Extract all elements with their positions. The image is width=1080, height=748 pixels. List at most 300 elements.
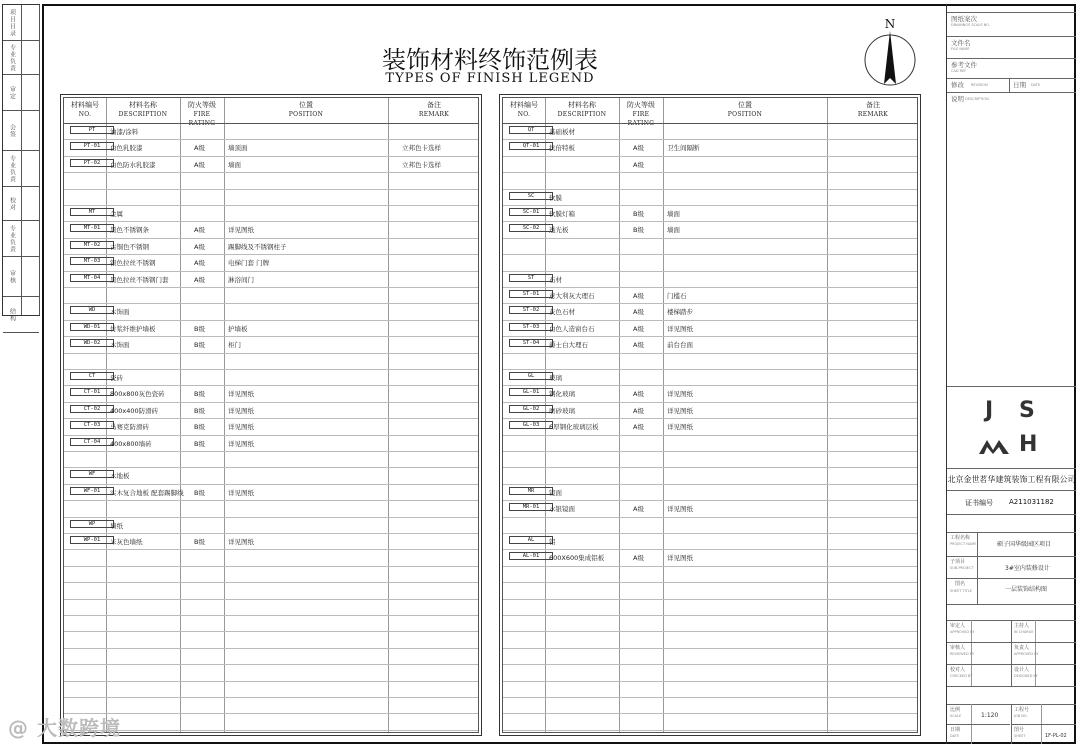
file-name-label-en: FILE NAME xyxy=(951,47,970,51)
position: 墙顶面 xyxy=(228,144,248,153)
position: 详见图纸 xyxy=(667,390,693,399)
material-code: MT xyxy=(70,208,114,216)
sheet-title-label-en: SHEET TITLE xyxy=(950,589,972,593)
table-row xyxy=(503,205,917,221)
date2-label: 日期 xyxy=(950,727,961,733)
header-label: 材料名称 xyxy=(129,101,157,109)
material-code: CT-03 xyxy=(70,421,114,429)
material-code: AL-01 xyxy=(509,552,553,560)
material-name: 石材 xyxy=(549,275,562,284)
project-label-en: PROJECT NAME xyxy=(950,542,977,546)
table-row xyxy=(503,271,917,287)
row-divider xyxy=(503,517,917,518)
fire-rating: B级 xyxy=(194,538,205,546)
binding-label: 审定 xyxy=(8,85,16,100)
position: 护墙板 xyxy=(228,324,248,333)
description-label-en: DESCRIPTION xyxy=(965,97,989,101)
table-row xyxy=(64,205,478,221)
table-row xyxy=(503,369,917,385)
binding-label: 结构 xyxy=(8,307,16,322)
table-row xyxy=(64,369,478,385)
material-code: WD-02 xyxy=(70,339,114,347)
table-row xyxy=(64,238,478,254)
material-name: 6厚钢化玻璃层板 xyxy=(549,423,599,432)
binding-column xyxy=(3,5,22,322)
table-row xyxy=(64,418,478,434)
header-label: 材料名称 xyxy=(568,101,596,109)
row-divider xyxy=(503,566,917,567)
material-code: GL xyxy=(509,372,553,380)
owner-label: 负责人 xyxy=(1014,645,1030,651)
position: 详见图纸 xyxy=(228,406,254,415)
row-divider xyxy=(64,172,478,173)
material-name: 墙纸 xyxy=(110,521,123,530)
material-code: ST xyxy=(509,274,553,282)
material-name: 软膜灯箱 xyxy=(549,210,575,218)
header-label: 位置 xyxy=(738,101,752,109)
header-label-en: REMARK xyxy=(418,111,450,118)
table-row xyxy=(64,221,478,237)
table-row xyxy=(503,549,917,565)
row-divider xyxy=(503,599,917,600)
binding-cell xyxy=(21,111,39,151)
position: 墙面 xyxy=(667,226,680,235)
material-code: ST-03 xyxy=(509,323,553,331)
row-divider xyxy=(503,648,917,649)
subproject-name: 3#室内装修设计 xyxy=(1005,565,1050,572)
binding-cell xyxy=(21,5,39,41)
row-divider xyxy=(64,697,478,698)
designer-label-en: DESIGNED BY xyxy=(1014,674,1038,678)
material-code: PT xyxy=(70,126,114,134)
binding-cell xyxy=(3,297,21,333)
table-row xyxy=(64,254,478,270)
binding-cell xyxy=(3,41,21,75)
material-code: CT-04 xyxy=(70,438,114,446)
table-row xyxy=(503,418,917,434)
row-divider xyxy=(503,172,917,173)
checked-label: 校对人 xyxy=(950,667,966,673)
row-divider xyxy=(64,582,478,583)
header-desc xyxy=(545,101,619,119)
logo-letter: H xyxy=(1019,432,1038,457)
position: 详见图纸 xyxy=(228,226,254,235)
subproject-label-en: SUB-PROJECT xyxy=(950,566,974,570)
binding-cell xyxy=(3,151,21,187)
material-code: MT-01 xyxy=(70,224,114,232)
fire-rating: A级 xyxy=(633,390,644,399)
binding-cell xyxy=(21,75,39,111)
table-row xyxy=(503,500,917,516)
material-code: ST-01 xyxy=(509,290,553,298)
fire-rating: A级 xyxy=(194,160,205,169)
row-divider xyxy=(503,467,917,468)
north-label: N xyxy=(884,17,896,31)
table-row xyxy=(64,484,478,500)
row-divider xyxy=(503,681,917,682)
material-code: ST-04 xyxy=(509,339,553,347)
material-name: 400x800墙砖 xyxy=(110,439,152,448)
material-name: 水银镜面 xyxy=(549,505,575,514)
fire-rating: A级 xyxy=(633,144,644,153)
binding-cell xyxy=(21,257,39,297)
sheet-number: 1F-PL-02 xyxy=(1045,733,1067,739)
row-divider xyxy=(64,713,478,714)
row-divider xyxy=(503,353,917,354)
date-label: 日期 xyxy=(1013,81,1026,89)
material-code: WP-01 xyxy=(70,536,114,544)
material-code: SC xyxy=(509,192,553,200)
sheet-title: 一层装饰结构图 xyxy=(1005,586,1048,593)
material-code: PT-01 xyxy=(70,142,114,150)
header-no xyxy=(64,101,106,119)
fire-rating: A级 xyxy=(633,308,644,317)
material-name: 黑色拉丝不锈钢门套 xyxy=(110,275,169,284)
fire-rating: B级 xyxy=(194,406,205,415)
material-name: 意大利灰大理石 xyxy=(549,292,595,300)
position: 前台台面 xyxy=(667,341,693,350)
material-code: QT xyxy=(509,126,553,134)
header-label-en: FIRE RATING xyxy=(188,111,216,127)
binding-label: 审核 xyxy=(8,269,16,284)
table-row xyxy=(503,484,917,500)
position: 详见图纸 xyxy=(228,488,254,497)
row-divider xyxy=(64,566,478,567)
table-row xyxy=(64,385,478,401)
material-name: 黑色不锈钢条 xyxy=(110,226,149,235)
header-label: 防火等级 xyxy=(188,101,216,109)
material-code: ST-02 xyxy=(509,306,553,314)
position: 详见图纸 xyxy=(667,324,693,333)
material-name: 400x400防滑砖 xyxy=(110,406,159,415)
position: 详见图纸 xyxy=(667,423,693,432)
row-divider xyxy=(503,615,917,616)
fire-rating: A级 xyxy=(633,292,644,300)
material-code: SC-02 xyxy=(509,224,553,232)
sheet-no-label-en: SHEET xyxy=(1014,734,1026,738)
project-name: 硕子国华级园区项目 xyxy=(997,541,1052,548)
table-row xyxy=(64,303,478,319)
row-divider xyxy=(503,254,917,255)
row-divider xyxy=(64,648,478,649)
fire-rating: A级 xyxy=(633,324,644,333)
row-divider xyxy=(64,730,478,731)
material-name: 米灰色墙纸 xyxy=(110,538,143,546)
logo-letter: S xyxy=(1019,398,1035,423)
binding-cell xyxy=(3,221,21,257)
header-label-en: REMARK xyxy=(857,111,889,118)
incharge-label-en: IN CHARGE xyxy=(1014,630,1034,634)
header-desc xyxy=(106,101,180,119)
incharge-label: 主持人 xyxy=(1014,623,1030,629)
binding-cell xyxy=(3,75,21,111)
material-name: 竹浆纤维护墙板 xyxy=(110,324,156,333)
position: 卫生间隔断 xyxy=(667,144,700,153)
material-code: CT-02 xyxy=(70,405,114,413)
row-divider xyxy=(64,189,478,190)
position: 详见图纸 xyxy=(228,439,254,448)
binding-label: 会签 xyxy=(8,123,16,138)
legend-table-body xyxy=(502,97,918,733)
material-name: 木饰面 xyxy=(110,341,130,350)
checked-label-en: CHECKED BY xyxy=(950,674,973,678)
material-code: MT-02 xyxy=(70,241,114,249)
material-code: WD xyxy=(70,306,114,314)
material-name: 白色防水乳胶漆 xyxy=(110,160,156,169)
header-label-en: NO. xyxy=(517,111,531,118)
fire-rating: A级 xyxy=(633,160,644,169)
material-code: WP xyxy=(70,520,114,528)
material-name: 爵士白大理石 xyxy=(549,341,588,350)
legend-table-left xyxy=(60,94,482,736)
remark: 立邦色卡选样 xyxy=(402,160,441,169)
material-name: 金属 xyxy=(110,210,123,218)
material-name: 600X600集成铝板 xyxy=(549,554,605,563)
watermark: @ 大数跨境 xyxy=(8,716,121,740)
material-name: 透光板 xyxy=(549,226,569,235)
scale-value: 1:120 xyxy=(981,712,999,719)
row-divider xyxy=(503,664,917,665)
row-divider xyxy=(64,615,478,616)
table-row xyxy=(503,336,917,352)
company-name: 北京金世茗华建筑装饰工程有限公司 xyxy=(947,475,1076,484)
fire-rating: A级 xyxy=(194,259,205,268)
table-row xyxy=(64,139,478,155)
header-label: 位置 xyxy=(299,101,313,109)
binding-cell xyxy=(21,221,39,257)
table-row xyxy=(64,402,478,418)
job-no-label: 工程号 xyxy=(1014,707,1030,713)
binding-label: 专业负责 xyxy=(8,43,16,72)
header-label-en: DESCRIPTION xyxy=(118,111,168,118)
position: 详见图纸 xyxy=(228,390,254,399)
table-row xyxy=(503,221,917,237)
header-label-en: POSITION xyxy=(288,111,324,118)
header-label: 材料编号 xyxy=(71,101,99,109)
row-divider xyxy=(64,451,478,452)
row-divider xyxy=(503,730,917,731)
row-divider xyxy=(64,664,478,665)
row-divider xyxy=(64,599,478,600)
row-divider xyxy=(64,681,478,682)
fire-rating: A级 xyxy=(194,144,205,153)
date2-label-en: DATE xyxy=(950,734,960,738)
page-subtitle: TYPES OF FINISH LEGEND xyxy=(385,71,595,86)
table-row xyxy=(503,303,917,319)
binding-cell xyxy=(21,151,39,187)
north-arrow-icon xyxy=(860,16,920,88)
binding-label: 专业负责 xyxy=(8,154,16,183)
logo-mark-icon xyxy=(979,438,1009,454)
date-label-en: DATE xyxy=(1031,83,1041,87)
binding-cell xyxy=(3,5,21,41)
fire-rating: A级 xyxy=(194,275,205,284)
position: 墙面 xyxy=(228,160,241,169)
row-divider xyxy=(503,582,917,583)
material-name: 铝 xyxy=(549,538,556,546)
material-name: 实木复合地板 配套踢脚线 xyxy=(110,488,184,497)
cert-number: A211031182 xyxy=(1009,498,1054,506)
material-code: MT-03 xyxy=(70,257,114,265)
row-divider xyxy=(503,238,917,239)
reviewed-label-en: REVIEWED BY xyxy=(950,652,975,656)
fire-rating: B级 xyxy=(194,341,205,350)
row-divider xyxy=(503,713,917,714)
material-code: CT xyxy=(70,372,114,380)
material-code: MR-01 xyxy=(509,503,553,511)
fire-rating: B级 xyxy=(194,390,205,399)
description-label: 说明 xyxy=(951,95,964,103)
approved-label-en: APPROVED BY xyxy=(950,630,975,634)
fire-rating: B级 xyxy=(194,324,205,333)
row-divider xyxy=(503,697,917,698)
material-name: 马赛克防滑砖 xyxy=(110,423,149,432)
material-name: 磨砂玻璃 xyxy=(549,406,575,415)
row-divider xyxy=(503,435,917,436)
material-name: 抗倍特板 xyxy=(549,144,575,153)
material-name: 800x800灰色瓷砖 xyxy=(110,390,165,399)
header-label: 防火等级 xyxy=(627,101,655,109)
material-code: QT-01 xyxy=(509,142,553,150)
position: 详见图纸 xyxy=(667,406,693,415)
cad-ref-label: 参考文件 xyxy=(951,61,977,69)
table-row xyxy=(503,287,917,303)
header-label-en: FIRE RATING xyxy=(627,111,655,127)
material-name: 软膜 xyxy=(549,193,562,202)
material-code: GL-02 xyxy=(509,405,553,413)
fire-rating: A级 xyxy=(194,226,205,235)
fire-rating: A级 xyxy=(633,554,644,563)
table-row xyxy=(503,385,917,401)
file-name-label: 文件名 xyxy=(951,39,971,47)
legend-table-body xyxy=(63,97,479,733)
row-divider xyxy=(503,631,917,632)
row-divider xyxy=(64,631,478,632)
header-remark xyxy=(827,101,919,119)
binding-label: 校对 xyxy=(8,196,16,211)
table-row xyxy=(64,467,478,483)
binding-cell xyxy=(3,111,21,151)
material-name: 白色乳胶漆 xyxy=(110,144,143,153)
material-name: 木地板 xyxy=(110,472,130,481)
fire-rating: B级 xyxy=(194,488,205,497)
material-name: 灰色石材 xyxy=(549,308,575,317)
header-label-en: NO. xyxy=(78,111,92,118)
header-label: 备注 xyxy=(866,101,880,109)
binding-cell xyxy=(21,41,39,75)
binding-label: 专业负责 xyxy=(8,224,16,253)
logo-letter: J xyxy=(985,398,994,423)
material-code: MT-04 xyxy=(70,274,114,282)
binding-cell xyxy=(21,187,39,221)
legend-table-right xyxy=(499,94,921,736)
page-title: 装饰材料终饰范例表 xyxy=(382,46,598,74)
position: 详见图纸 xyxy=(667,505,693,514)
row-divider xyxy=(64,353,478,354)
table-row xyxy=(64,123,478,139)
revision-label: 修改 xyxy=(951,81,964,89)
table-row xyxy=(64,517,478,533)
binding-cell xyxy=(21,297,39,333)
fire-rating: B级 xyxy=(633,226,644,235)
scale-label: 比例 xyxy=(950,707,961,713)
binding-cell xyxy=(3,187,21,221)
material-name: 钢化玻璃 xyxy=(549,390,575,399)
fire-rating: B级 xyxy=(633,210,644,218)
material-name: 油漆/涂料 xyxy=(110,128,139,136)
table-row xyxy=(64,533,478,549)
table-row xyxy=(503,156,917,172)
header-label: 备注 xyxy=(427,101,441,109)
position: 踢脚线及不锈钢柱子 xyxy=(228,242,287,251)
material-code: SC-01 xyxy=(509,208,553,216)
table-row xyxy=(503,123,917,139)
position: 详见图纸 xyxy=(667,554,693,563)
position: 柜门 xyxy=(228,341,241,350)
material-code: GL-03 xyxy=(509,421,553,429)
table-row xyxy=(64,336,478,352)
drawing-scale-label: 图纸案次 xyxy=(951,15,977,23)
material-name: 瓷砖 xyxy=(110,374,123,382)
material-name: 木饰面 xyxy=(110,308,130,317)
row-divider xyxy=(503,451,917,452)
material-code: WF-01 xyxy=(70,487,114,495)
fire-rating: B级 xyxy=(194,439,205,448)
position: 楼梯踏步 xyxy=(667,308,693,317)
binding-strip xyxy=(2,4,40,322)
reviewed-label: 审核人 xyxy=(950,645,966,651)
binding-label: 项目目录 xyxy=(8,8,16,37)
table-row xyxy=(503,402,917,418)
owner-label-en: APPROVED BY xyxy=(1014,652,1039,656)
fire-rating: A级 xyxy=(633,423,644,432)
material-code: AL xyxy=(509,536,553,544)
job-no-label-en: JOB NO. xyxy=(1014,714,1028,718)
table-row xyxy=(503,533,917,549)
table-row xyxy=(503,139,917,155)
header-pos xyxy=(224,101,388,119)
fire-rating: B级 xyxy=(194,423,205,432)
material-name: 基础板材 xyxy=(549,128,575,136)
binding-cell xyxy=(3,257,21,297)
sheet-no-label: 图号 xyxy=(1014,727,1025,733)
position: 门槛石 xyxy=(667,292,687,300)
material-code: GL-01 xyxy=(509,388,553,396)
table-row xyxy=(64,320,478,336)
table-row xyxy=(503,189,917,205)
binding-column xyxy=(21,5,40,315)
material-code: WF xyxy=(70,470,114,478)
header-label-en: POSITION xyxy=(727,111,763,118)
header-label: 材料编号 xyxy=(510,101,538,109)
row-divider xyxy=(64,549,478,550)
fire-rating: A级 xyxy=(194,242,205,251)
table-row xyxy=(503,320,917,336)
position: 电梯门套 门牌 xyxy=(228,259,270,268)
drawing-scale-label-en: DRAWINGS SCALE NO. xyxy=(951,23,991,27)
scale-label-en: SCALE xyxy=(950,714,962,718)
approved-label: 审定人 xyxy=(950,623,966,629)
material-name: 玻璃 xyxy=(549,374,562,382)
project-label: 工程名称 xyxy=(950,535,971,541)
fire-rating: A级 xyxy=(633,341,644,350)
material-code: MR xyxy=(509,487,553,495)
remark: 立邦色卡选样 xyxy=(402,144,441,153)
header-label-en: DESCRIPTION xyxy=(557,111,607,118)
material-code: WD-01 xyxy=(70,323,114,331)
revision-label-en: REVISION xyxy=(971,83,988,87)
position: 详见图纸 xyxy=(228,538,254,546)
